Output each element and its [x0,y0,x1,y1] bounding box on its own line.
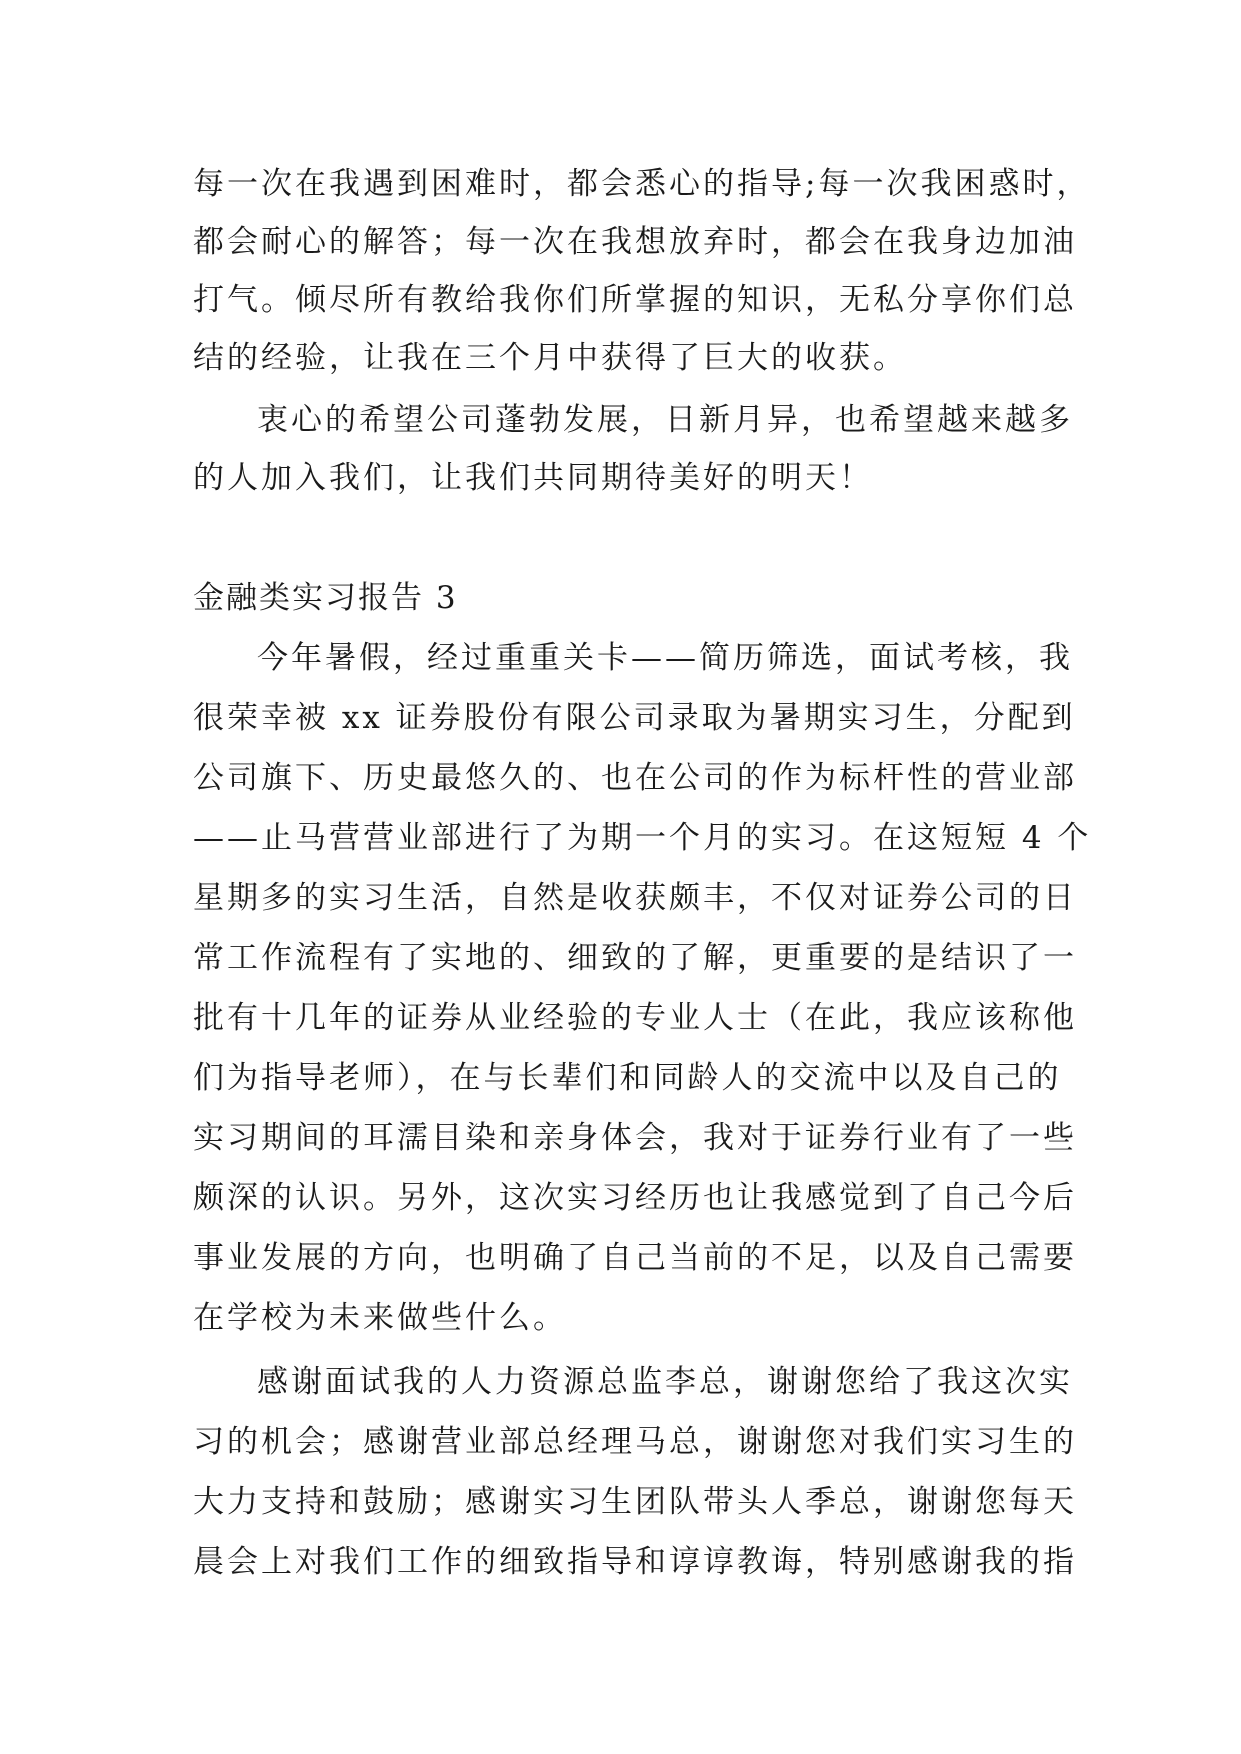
text-line: 事业发展的方向，也明确了自己当前的不足，以及自己需要 [193,1240,1077,1276]
text-line: 颇深的认识。另外，这次实习经历也让我感觉到了自己今后 [193,1180,1077,1216]
text-line: 常工作流程有了实地的、细致的了解，更重要的是结识了一 [193,940,1077,976]
text-line: 在学校为未来做些什么。 [193,1300,567,1336]
text-line: 们为指导老师），在与长辈们和同龄人的交流中以及自己的 [193,1060,1062,1096]
text-line: 晨会上对我们工作的细致指导和谆谆教诲，特别感谢我的指 [193,1544,1077,1580]
text-line: 今年暑假，经过重重关卡——简历筛选，面试考核，我 [257,640,1073,676]
text-line: 星期多的实习生活，自然是收获颇丰，不仅对证券公司的日 [193,880,1077,916]
text-line: 很荣幸被 xx 证券股份有限公司录取为暑期实习生，分配到 [193,700,1076,736]
text-line: 感谢面试我的人力资源总监李总，谢谢您给了我这次实 [257,1364,1073,1400]
text-line: 公司旗下、历史最悠久的、也在公司的作为标杆性的营业部 [193,760,1077,796]
text-line: 衷心的希望公司蓬勃发展，日新月异，也希望越来越多 [257,402,1073,438]
text-line: 习的机会；感谢营业部总经理马总，谢谢您对我们实习生的 [193,1424,1077,1460]
text-line: 批有十几年的证券从业经验的专业人士（在此，我应该称他 [193,1000,1077,1036]
text-line: 打气。倾尽所有教给我你们所掌握的知识，无私分享你们总 [193,282,1077,318]
text-line: 结的经验，让我在三个月中获得了巨大的收获。 [193,340,907,376]
text-line: 的人加入我们，让我们共同期待美好的明天！ [193,460,873,496]
text-line: ——止马营营业部进行了为期一个月的实习。在这短短 4 个 [193,820,1092,856]
text-line: 都会耐心的解答；每一次在我想放弃时，都会在我身边加油 [193,224,1077,260]
text-line: 每一次在我遇到困难时，都会悉心的指导;每一次我困惑时， [193,166,1091,202]
section-heading: 金融类实习报告 3 [193,580,458,616]
text-line: 大力支持和鼓励；感谢实习生团队带头人季总，谢谢您每天 [193,1484,1077,1520]
text-line: 实习期间的耳濡目染和亲身体会，我对于证券行业有了一些 [193,1120,1077,1156]
